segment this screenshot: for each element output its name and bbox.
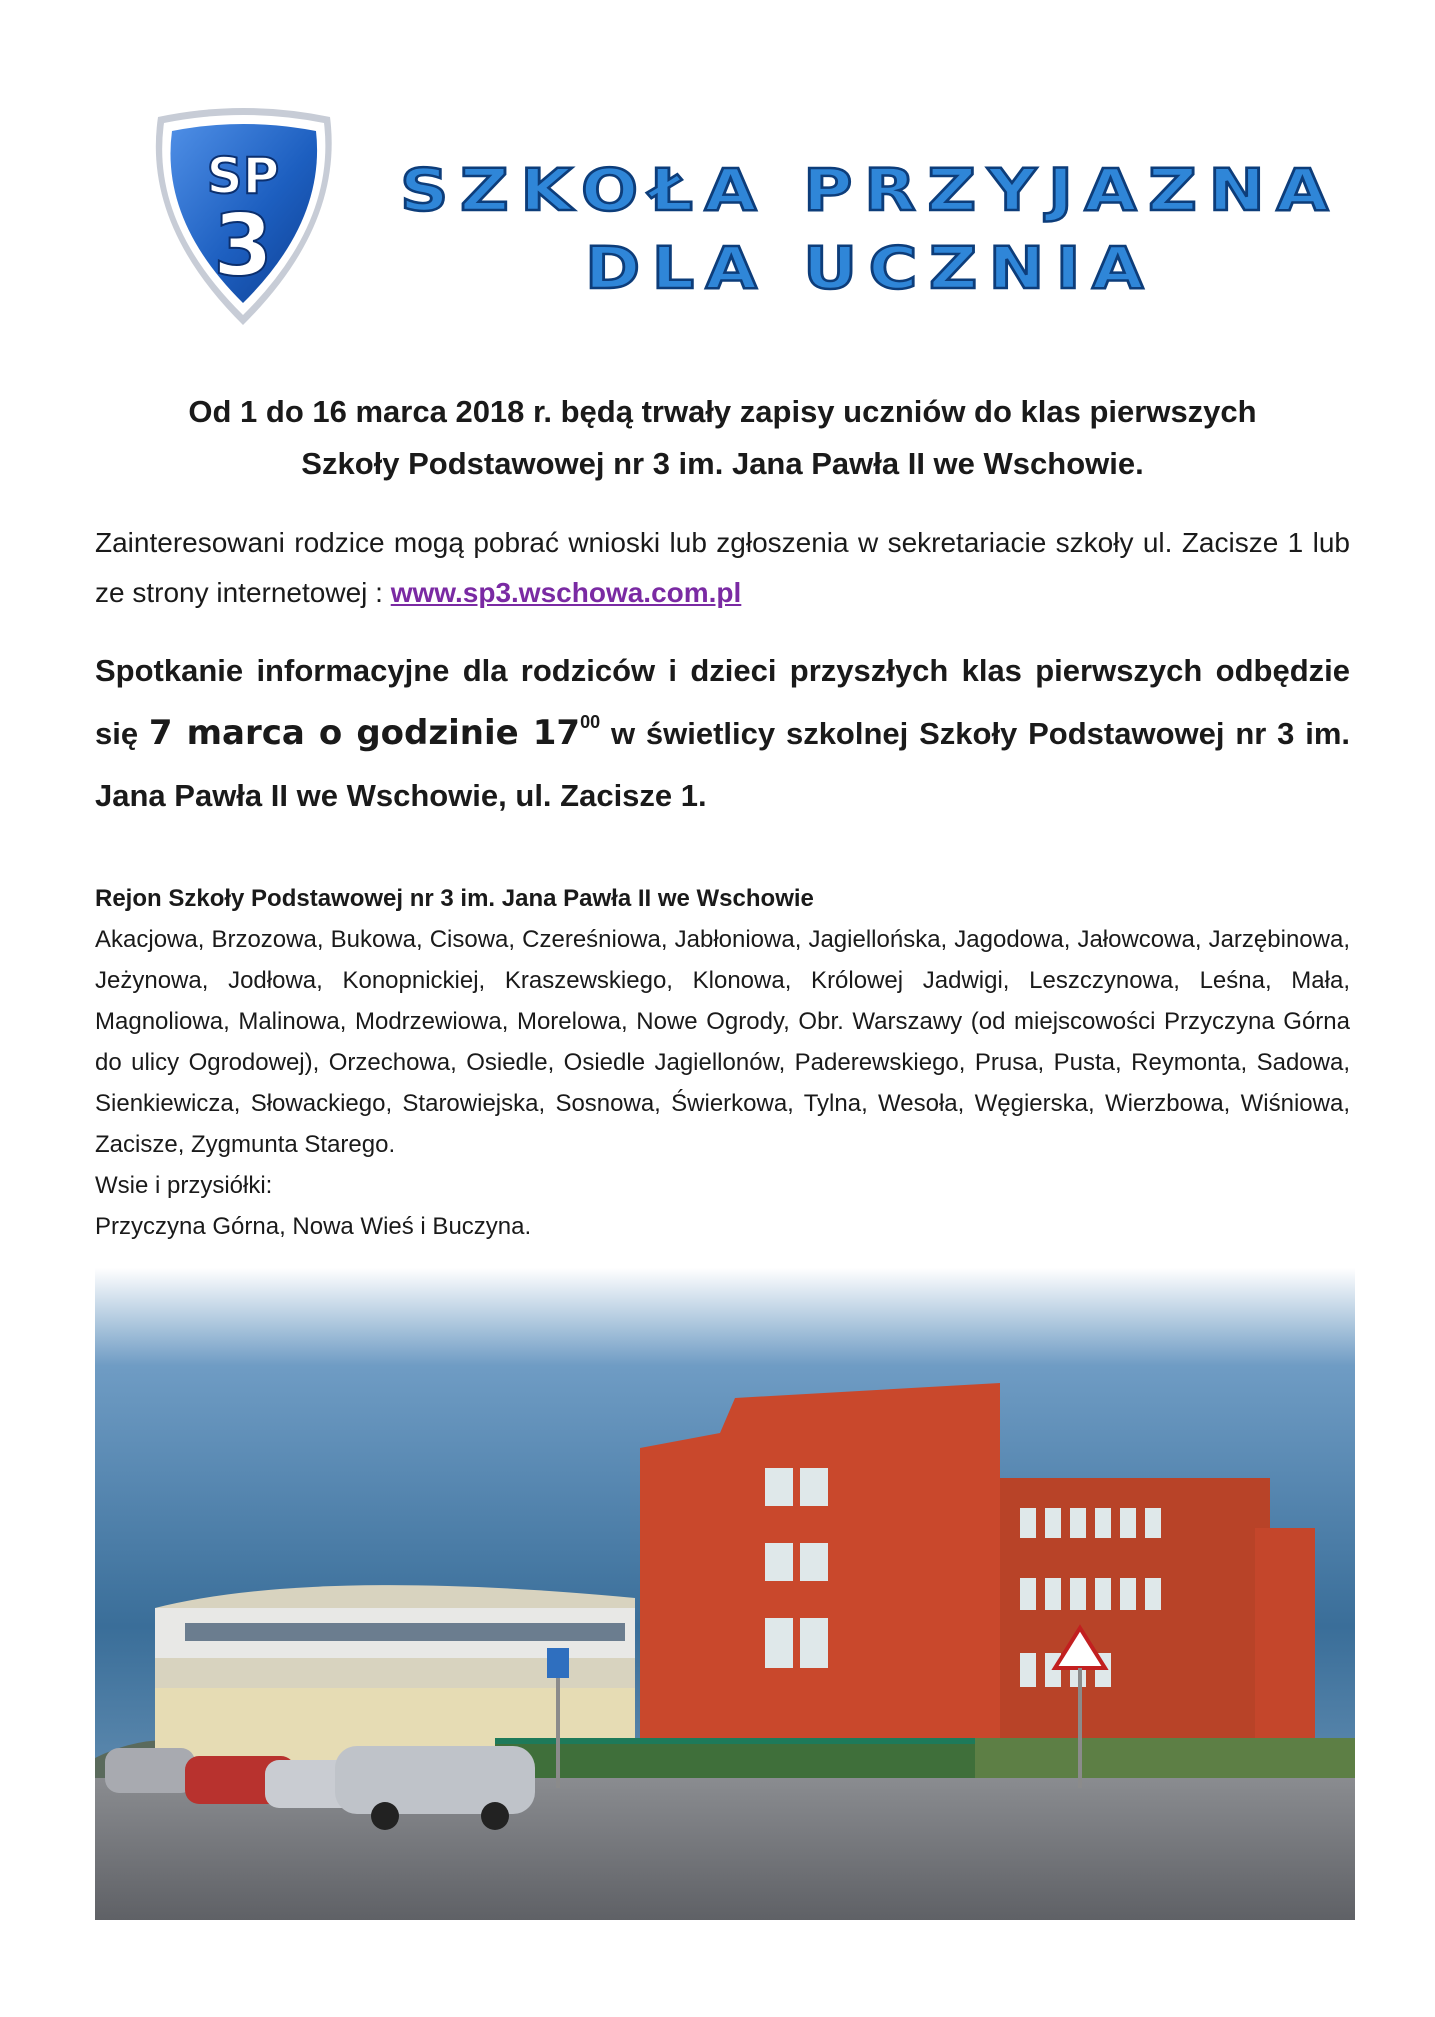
district-streets: Akacjowa, Brzozowa, Bukowa, Cisowa, Czereśniowa, Jabłoniowa, Jagiellońska, Jagodowa, Jałowcowa, Jarzębinowa, Jeżynowa, Jodłowa, Konopnickiej, Kraszewskiego, Klonowa, Królowej Jadwigi, Leszczynowa, Leśna, Mała, Magnoliowa, Malinowa, Modrzewiowa, Morelowa, Nowe Ogrody, Obr. Warszawy (od miejscowości Przyczyna Górna do ulicy Ogrodowej), Orzechowa, Osiedle, Osiedle Jagiellonów, Paderewskiego, Prusa, Pusta, Reymonta, Sadowa, Sienkiewicza, Słowackiego, Starowiejska, Sosnowa, Świerkowa, Tylna, Wesoła, Węgierska, Wierzbowa, Wiśniowa, Zacisze, Zygmunta Starego. bbox=[95, 926, 1350, 1158]
intro-text: Zainteresowani rodzice mogą pobrać wnioski lub zgłoszenia w sekretariacie szkoły ul. Zacisze 1 lub ze strony internetowej : bbox=[95, 527, 1350, 608]
villages-list: Przyczyna Górna, Nowa Wieś i Buczyna. bbox=[95, 1213, 532, 1240]
school-website-link[interactable]: www.sp3.wschowa.com.pl bbox=[390, 577, 742, 608]
enrollment-headline bbox=[95, 386, 1350, 490]
shield-icon bbox=[138, 105, 348, 330]
meeting-paragraph bbox=[95, 640, 1350, 827]
banner-title-line2: DLA UCZNIA bbox=[585, 234, 1155, 302]
intro-paragraph bbox=[95, 518, 1350, 618]
school-logo bbox=[138, 105, 348, 330]
banner-title-line1: SZKOŁA PRZYJAZNA bbox=[400, 156, 1340, 224]
headline-line2: Szkoły Podstawowej nr 3 im. Jana Pawła II we Wschowie. bbox=[301, 446, 1144, 481]
district-title: Rejon Szkoły Podstawowej nr 3 im. Jana Pawła II we Wschowie bbox=[95, 885, 814, 912]
logo-line2: 3 bbox=[213, 196, 273, 296]
school-district bbox=[95, 878, 1350, 1247]
meeting-text-1: Spotkanie informacyjne dla rodziców i dzieci przyszłych klas pierwszych odbędzie się bbox=[95, 653, 1350, 751]
meeting-text-2: w świetlicy szkolnej Szkoły Podstawowej nr 3 im. Jana Pawła II we Wschowie, ul. Zacisze 1. bbox=[95, 716, 1350, 813]
meeting-minutes: 00 bbox=[580, 712, 601, 732]
meeting-date: 7 marca o godzinie 17 bbox=[148, 713, 581, 753]
school-building-photo bbox=[95, 1268, 1355, 1920]
villages-label: Wsie i przysiółki: bbox=[95, 1172, 273, 1199]
banner-title bbox=[390, 150, 1350, 310]
logo-line1: SP bbox=[206, 147, 280, 205]
headline-line1: Od 1 do 16 marca 2018 r. będą trwały zapisy uczniów do klas pierwszych bbox=[188, 394, 1257, 429]
header bbox=[0, 0, 1435, 340]
